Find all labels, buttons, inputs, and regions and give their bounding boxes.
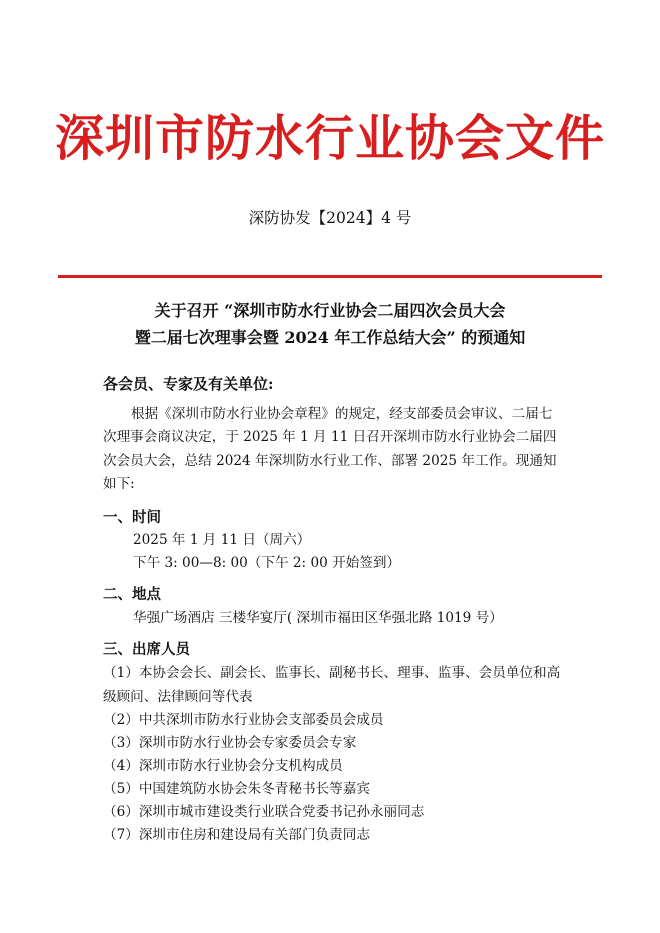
attendee-item: （5）中国建筑防水协会朱冬青秘书长等嘉宾 xyxy=(103,781,370,797)
attendee-item: （1）本协会会长、副会长、监事长、副秘书长、理事、监事、会员单位和高级顾问、法律顾问等代表 xyxy=(103,665,561,705)
attendee-item: （7）深圳市住房和建设局有关部门负责同志 xyxy=(103,827,370,843)
section-attendees-heading: 三、出席人员 xyxy=(103,641,190,658)
attendee-item: （6）深圳市城市建设类行业联合党委书记孙永丽同志 xyxy=(103,804,425,820)
title-line-2: 暨二届七次理事会暨 2024 年工作总结大会” 的预通知 xyxy=(134,328,526,347)
meeting-venue: 华强广场酒店 三楼华宴厅( 深圳市福田区华强北路 1019 号） xyxy=(133,610,503,626)
meeting-date: 2025 年 1 月 11 日（周六） xyxy=(133,532,311,548)
notice-title xyxy=(0,297,660,351)
red-divider xyxy=(58,275,602,278)
intro-paragraph: 根据《深圳市防水行业协会章程》的规定，经支部委员会审议、二届七次理事会商议决定，于 2025 年 1 月 11 日召开深圳市防水行业协会二届四次会员大会，总结 2024 年深圳防水行业工作、部署 2025 年工作。现通知如下: xyxy=(103,406,557,492)
attendee-item: （2）中共深圳市防水行业协会支部委员会成员 xyxy=(103,712,384,728)
meeting-hours: 下午 3: 00—8: 00（下午 2: 00 开始签到） xyxy=(133,555,401,571)
title-line-1: 关于召开 “深圳市防水行业协会二届四次会员大会 xyxy=(154,301,506,320)
attendee-item: （3）深圳市防水行业协会专家委员会专家 xyxy=(103,735,357,751)
salutation: 各会员、专家及有关单位: xyxy=(103,375,274,393)
section-time-heading: 一、时间 xyxy=(103,509,161,526)
masthead-title: 深圳市防水行业协会文件 xyxy=(54,109,605,167)
attendee-item: （4）深圳市防水行业协会分支机构成员 xyxy=(103,758,343,774)
document-number: 深防协发【2024】4 号 xyxy=(248,209,412,227)
section-place-heading: 二、地点 xyxy=(103,586,161,603)
